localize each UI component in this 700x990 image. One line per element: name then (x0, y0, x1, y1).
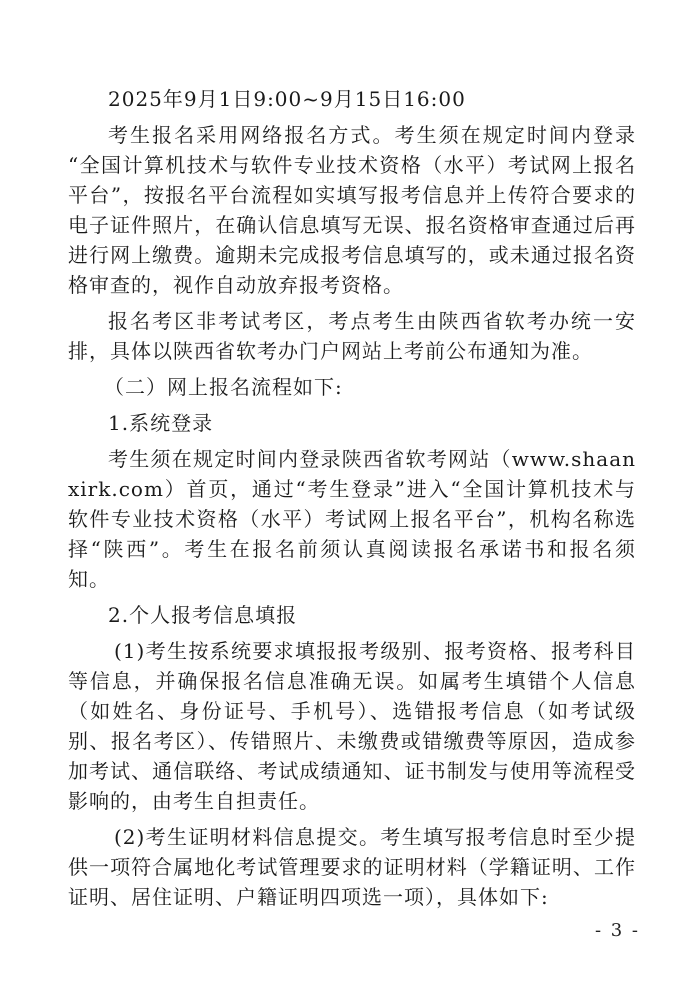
personal-info-item-1: (1)考生按系统要求填报报考级别、报考资格、报考科目等信息，并确保报名信息准确无误。如属考生填错个人信息（如姓名、身份证号、手机号）、选错报考信息（如考试级别、报名考区）、传错照片、未缴费或错缴费等原因，造成参加考试、通信联络、考试成绩通知、证书制发与使用等流程受影响的，由考生自担责任。 (68, 639, 636, 813)
registration-method-paragraph: 考生报名采用网络报名方式。考生须在规定时间内登录 “全国计算机技术与软件专业技术资格（水平）考试网上报名平台”，按报名平台流程如实填写报考信息并上传符合要求的电子证件照片，在确认信息填写无误、报名资格审查通过后再进行网上缴费。逾期未完成报考信息填写的，或未通过报名资格审查的，视作自动放弃报考资格。 (68, 123, 636, 297)
document-body (68, 84, 636, 918)
system-login-paragraph: 考生须在规定时间内登录陕西省软考网站（www.shaanxirk.com）首页，通过“考生登录”进入“全国计算机技术与软件专业技术资格（水平）考试网上报名平台”，机构名称选择“陕西”。考生在报名前须认真阅读报名承诺书和报名须知。 (68, 447, 636, 591)
registration-time-line: 2025年9月1日9:00~9月15日16:00 (108, 87, 466, 111)
step-heading-system-login: 1.系统登录 (108, 411, 214, 435)
exam-area-paragraph: 报名考区非考试考区，考点考生由陕西省软考办统一安排，具体以陕西省软考办门户网站上考前公布通知为准。 (68, 309, 636, 363)
step-heading-personal-info: 2.个人报考信息填报 (108, 603, 298, 627)
personal-info-item-2: (2)考生证明材料信息提交。考生填写报考信息时至少提供一项符合属地化考试管理要求的证明材料（学籍证明、工作证明、居住证明、户籍证明四项选一项），具体如下: (68, 825, 636, 909)
page-number: - 3 - (594, 920, 640, 941)
section-heading-online-process: （二）网上报名流程如下: (104, 375, 343, 399)
